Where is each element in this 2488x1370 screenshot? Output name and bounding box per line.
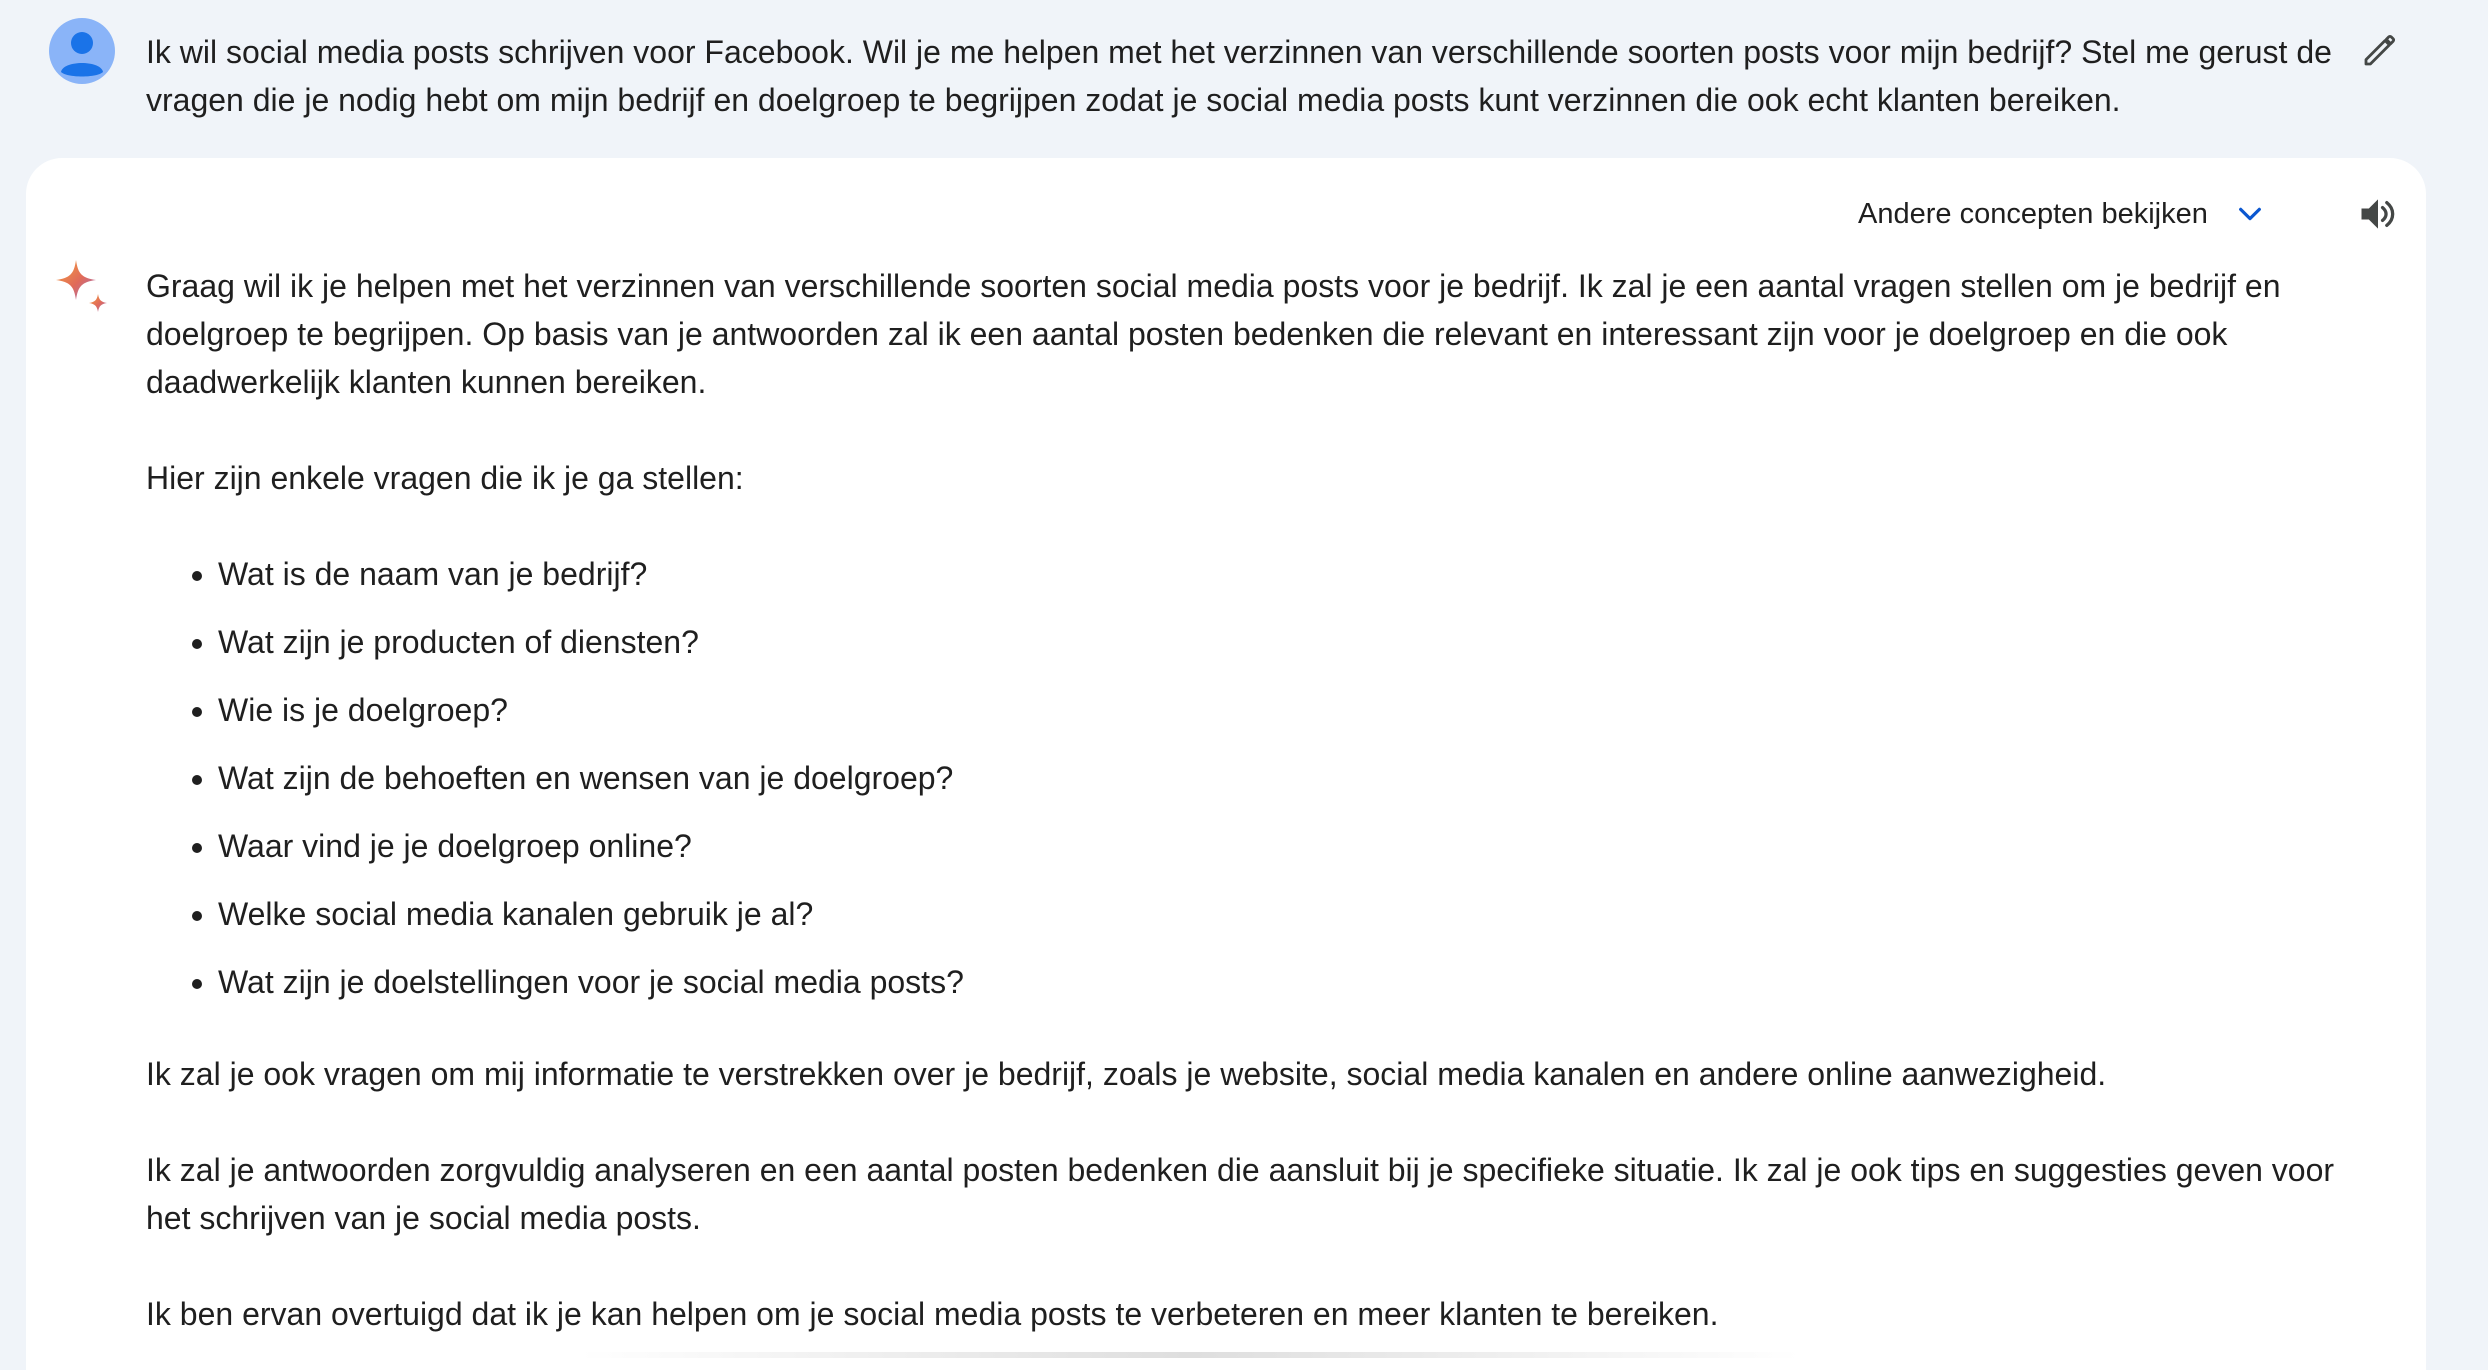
list-item: • Wat zijn de behoeften en wensen van je doelgroep? [218, 754, 2366, 802]
list-item: • Wat is de naam van je bedrijf? [218, 550, 2366, 598]
questions-heading: Hier zijn enkele vragen die ik je ga stellen: [146, 460, 744, 496]
pencil-icon [2359, 29, 2401, 71]
edit-prompt-button[interactable] [2352, 22, 2408, 78]
speaker-icon [2356, 192, 2400, 236]
chevron-down-icon [2234, 198, 2266, 230]
list-item: • Waar vind je je doelgroep online? [218, 822, 2366, 870]
sparkle-icon [52, 256, 114, 318]
user-prompt-text: Ik wil social media posts schrijven voor Facebook. Wil je me helpen met het verzinnen van verschillende soorten posts voor mijn bedrijf? Stel me gerust de vragen die je nodig hebt om mijn bedrijf en doelgroep te begrijpen zodat je social media posts kunt verzinnen die ook echt klanten bereiken. [146, 34, 2332, 118]
response-intro: Graag wil ik je helpen met het verzinnen van verschillende soorten social media posts voor je bedrijf. Ik zal je een aantal vragen stellen om je bedrijf en doelgroep te begrijpen. Op basis van je antwoorden zal ik een aantal posten bedenken die relevant en interessant zijn voor je doelgroep en die ook daadwerkelijk klanten kunnen bereiken. [146, 268, 2281, 400]
response-body [146, 262, 2366, 1370]
view-other-drafts-label: Andere concepten bekijken [1858, 197, 2208, 230]
scroll-shadow [580, 1352, 1800, 1358]
response-info-paragraph: Ik zal je ook vragen om mij informatie te verstrekken over je bedrijf, zoals je website, social media kanalen en andere online aanwezigheid. [146, 1056, 2107, 1092]
questions-list [146, 550, 2366, 1006]
read-aloud-button[interactable] [2346, 182, 2410, 246]
list-item: • Welke social media kanalen gebruik je al? [218, 890, 2366, 938]
list-item: • Wie is je doelgroep? [218, 686, 2366, 734]
response-analysis-paragraph: Ik zal je antwoorden zorgvuldig analyseren en een aantal posten bedenken die aansluit bij je specifieke situatie. Ik zal je ook tips en suggesties geven voor het schrijven van je social media posts. [146, 1152, 2335, 1236]
user-prompt-row [0, 0, 2488, 158]
list-item: • Wat zijn je doelstellingen voor je social media posts? [218, 958, 2366, 1006]
response-closing-paragraph: Ik ben ervan overtuigd dat ik je kan helpen om je social media posts te verbeteren en meer klanten te bereiken. [146, 1296, 1719, 1332]
view-other-drafts-button[interactable] [1858, 182, 2266, 246]
list-item: • Wat zijn je producten of diensten? [218, 618, 2366, 666]
user-avatar-icon[interactable] [49, 18, 115, 84]
response-card [26, 158, 2426, 1370]
